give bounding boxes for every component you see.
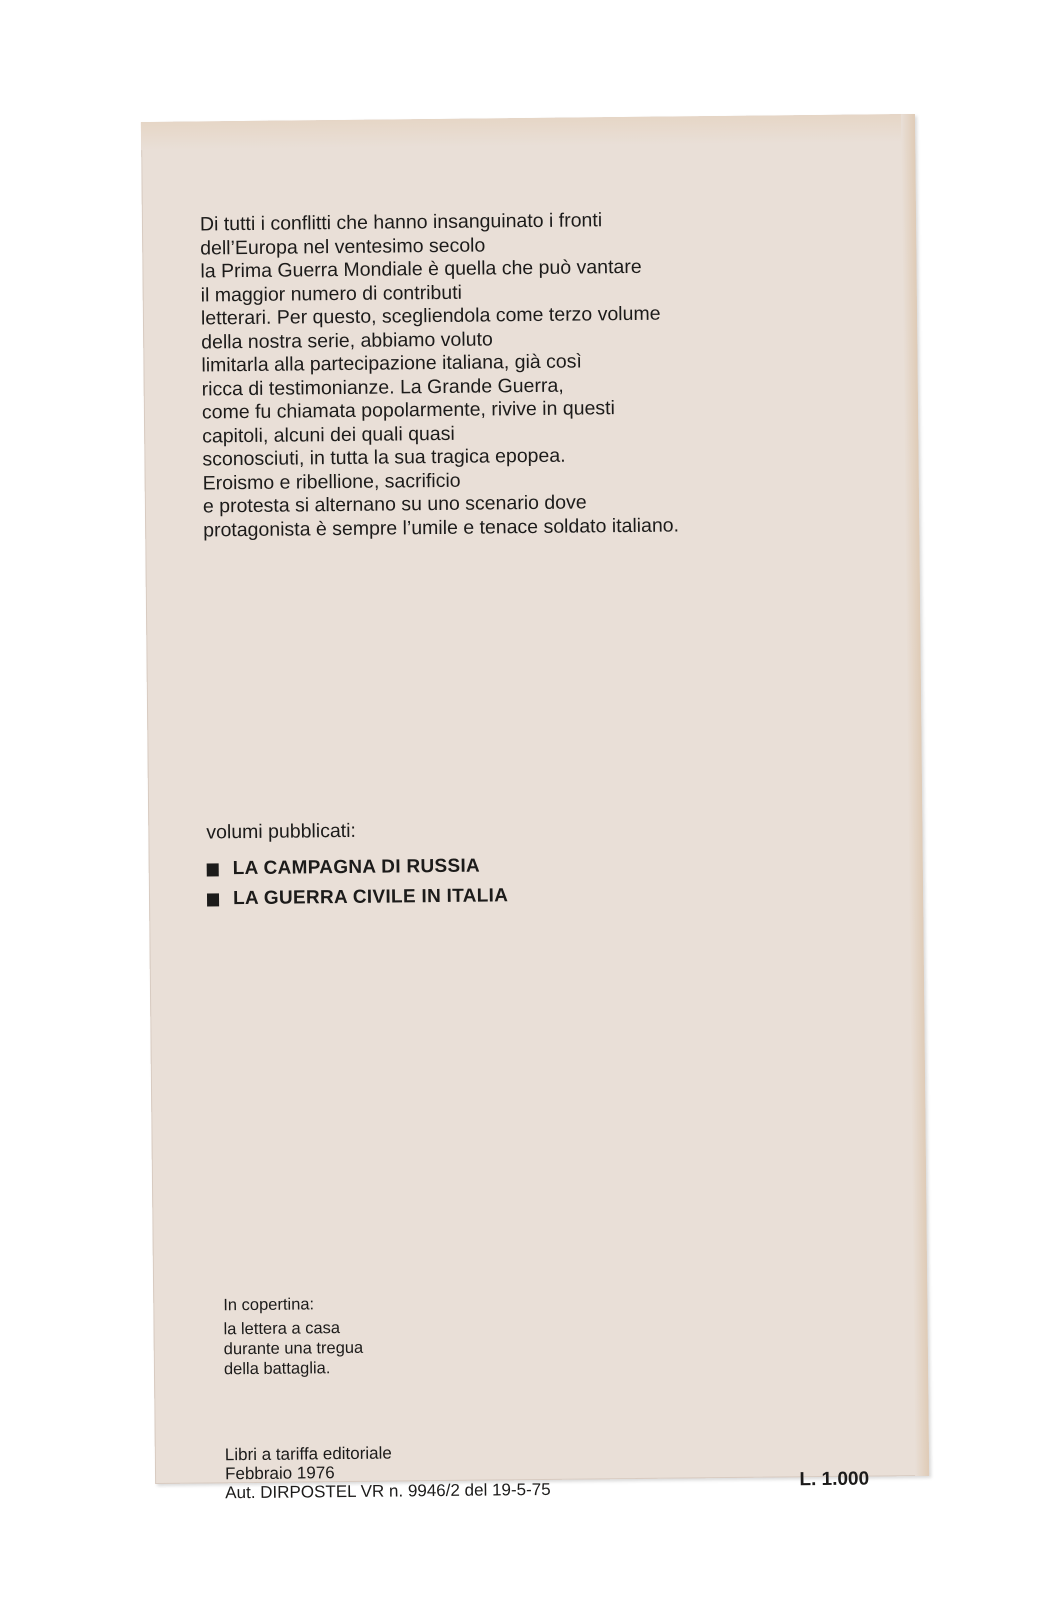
imprint-line: Libri a tariffa editoriale	[224, 1443, 392, 1465]
blurb-line: e protesta si alternano su uno scenario dove	[202, 491, 587, 518]
cover-content	[199, 207, 870, 1503]
square-bullet-icon	[207, 893, 219, 906]
volume-item	[207, 855, 508, 880]
volume-item	[207, 885, 508, 910]
cover-caption	[223, 1294, 363, 1379]
imprint-line: Febbraio 1976	[224, 1463, 335, 1484]
imprint	[225, 1442, 551, 1502]
book-back-cover	[141, 114, 929, 1503]
blurb-line: limitarla alla partecipazione italiana, già così	[201, 350, 582, 377]
blurb-line: della nostra serie, abbiamo voluto	[201, 327, 493, 353]
blurb-line: la Prima Guerra Mondiale è quella che può vantare	[200, 255, 642, 283]
published-label: volumi pubblicati:	[206, 819, 357, 844]
blurb-line: capitoli, alcuni dei quali quasi	[202, 422, 455, 447]
blurb-line: letterari. Per questo, scegliendola come terzo volume	[200, 302, 661, 330]
imprint-line: Aut. DIRPOSTEL VR n. 9946/2 del 19-5-75	[225, 1479, 551, 1503]
blurb-text	[200, 207, 843, 543]
blurb-line: ricca di testimonianze. La Grande Guerra,	[201, 374, 564, 400]
volume-title: LA GUERRA CIVILE IN ITALIA	[232, 885, 509, 910]
price-label: L. 1.000	[799, 1468, 870, 1491]
blurb-line: il maggior numero di contributi	[200, 281, 463, 306]
blurb-line: sconosciuti, in tutta la sua tragica epopea.	[202, 444, 566, 471]
published-volumes	[206, 818, 508, 918]
cover-caption-line: durante una tregua	[223, 1338, 364, 1359]
blurb-line: come fu chiamata popolarmente, rivive in questi	[201, 397, 615, 424]
blurb-line: protagonista è sempre l’umile e tenace soldato italiano.	[203, 513, 680, 541]
blurb-line: dell’Europa nel ventesimo secolo	[200, 233, 486, 259]
cover-caption-line: della battaglia.	[223, 1359, 331, 1379]
volume-title: LA CAMPAGNA DI RUSSIA	[232, 855, 481, 880]
square-bullet-icon	[207, 863, 219, 876]
cover-caption-line: la lettera a casa	[223, 1319, 341, 1339]
blurb-line: Eroismo e ribellione, sacrificio	[202, 469, 461, 494]
blurb-line: Di tutti i conflitti che hanno insanguinato i fronti	[199, 209, 603, 236]
cover-caption-label: In copertina:	[223, 1295, 315, 1315]
